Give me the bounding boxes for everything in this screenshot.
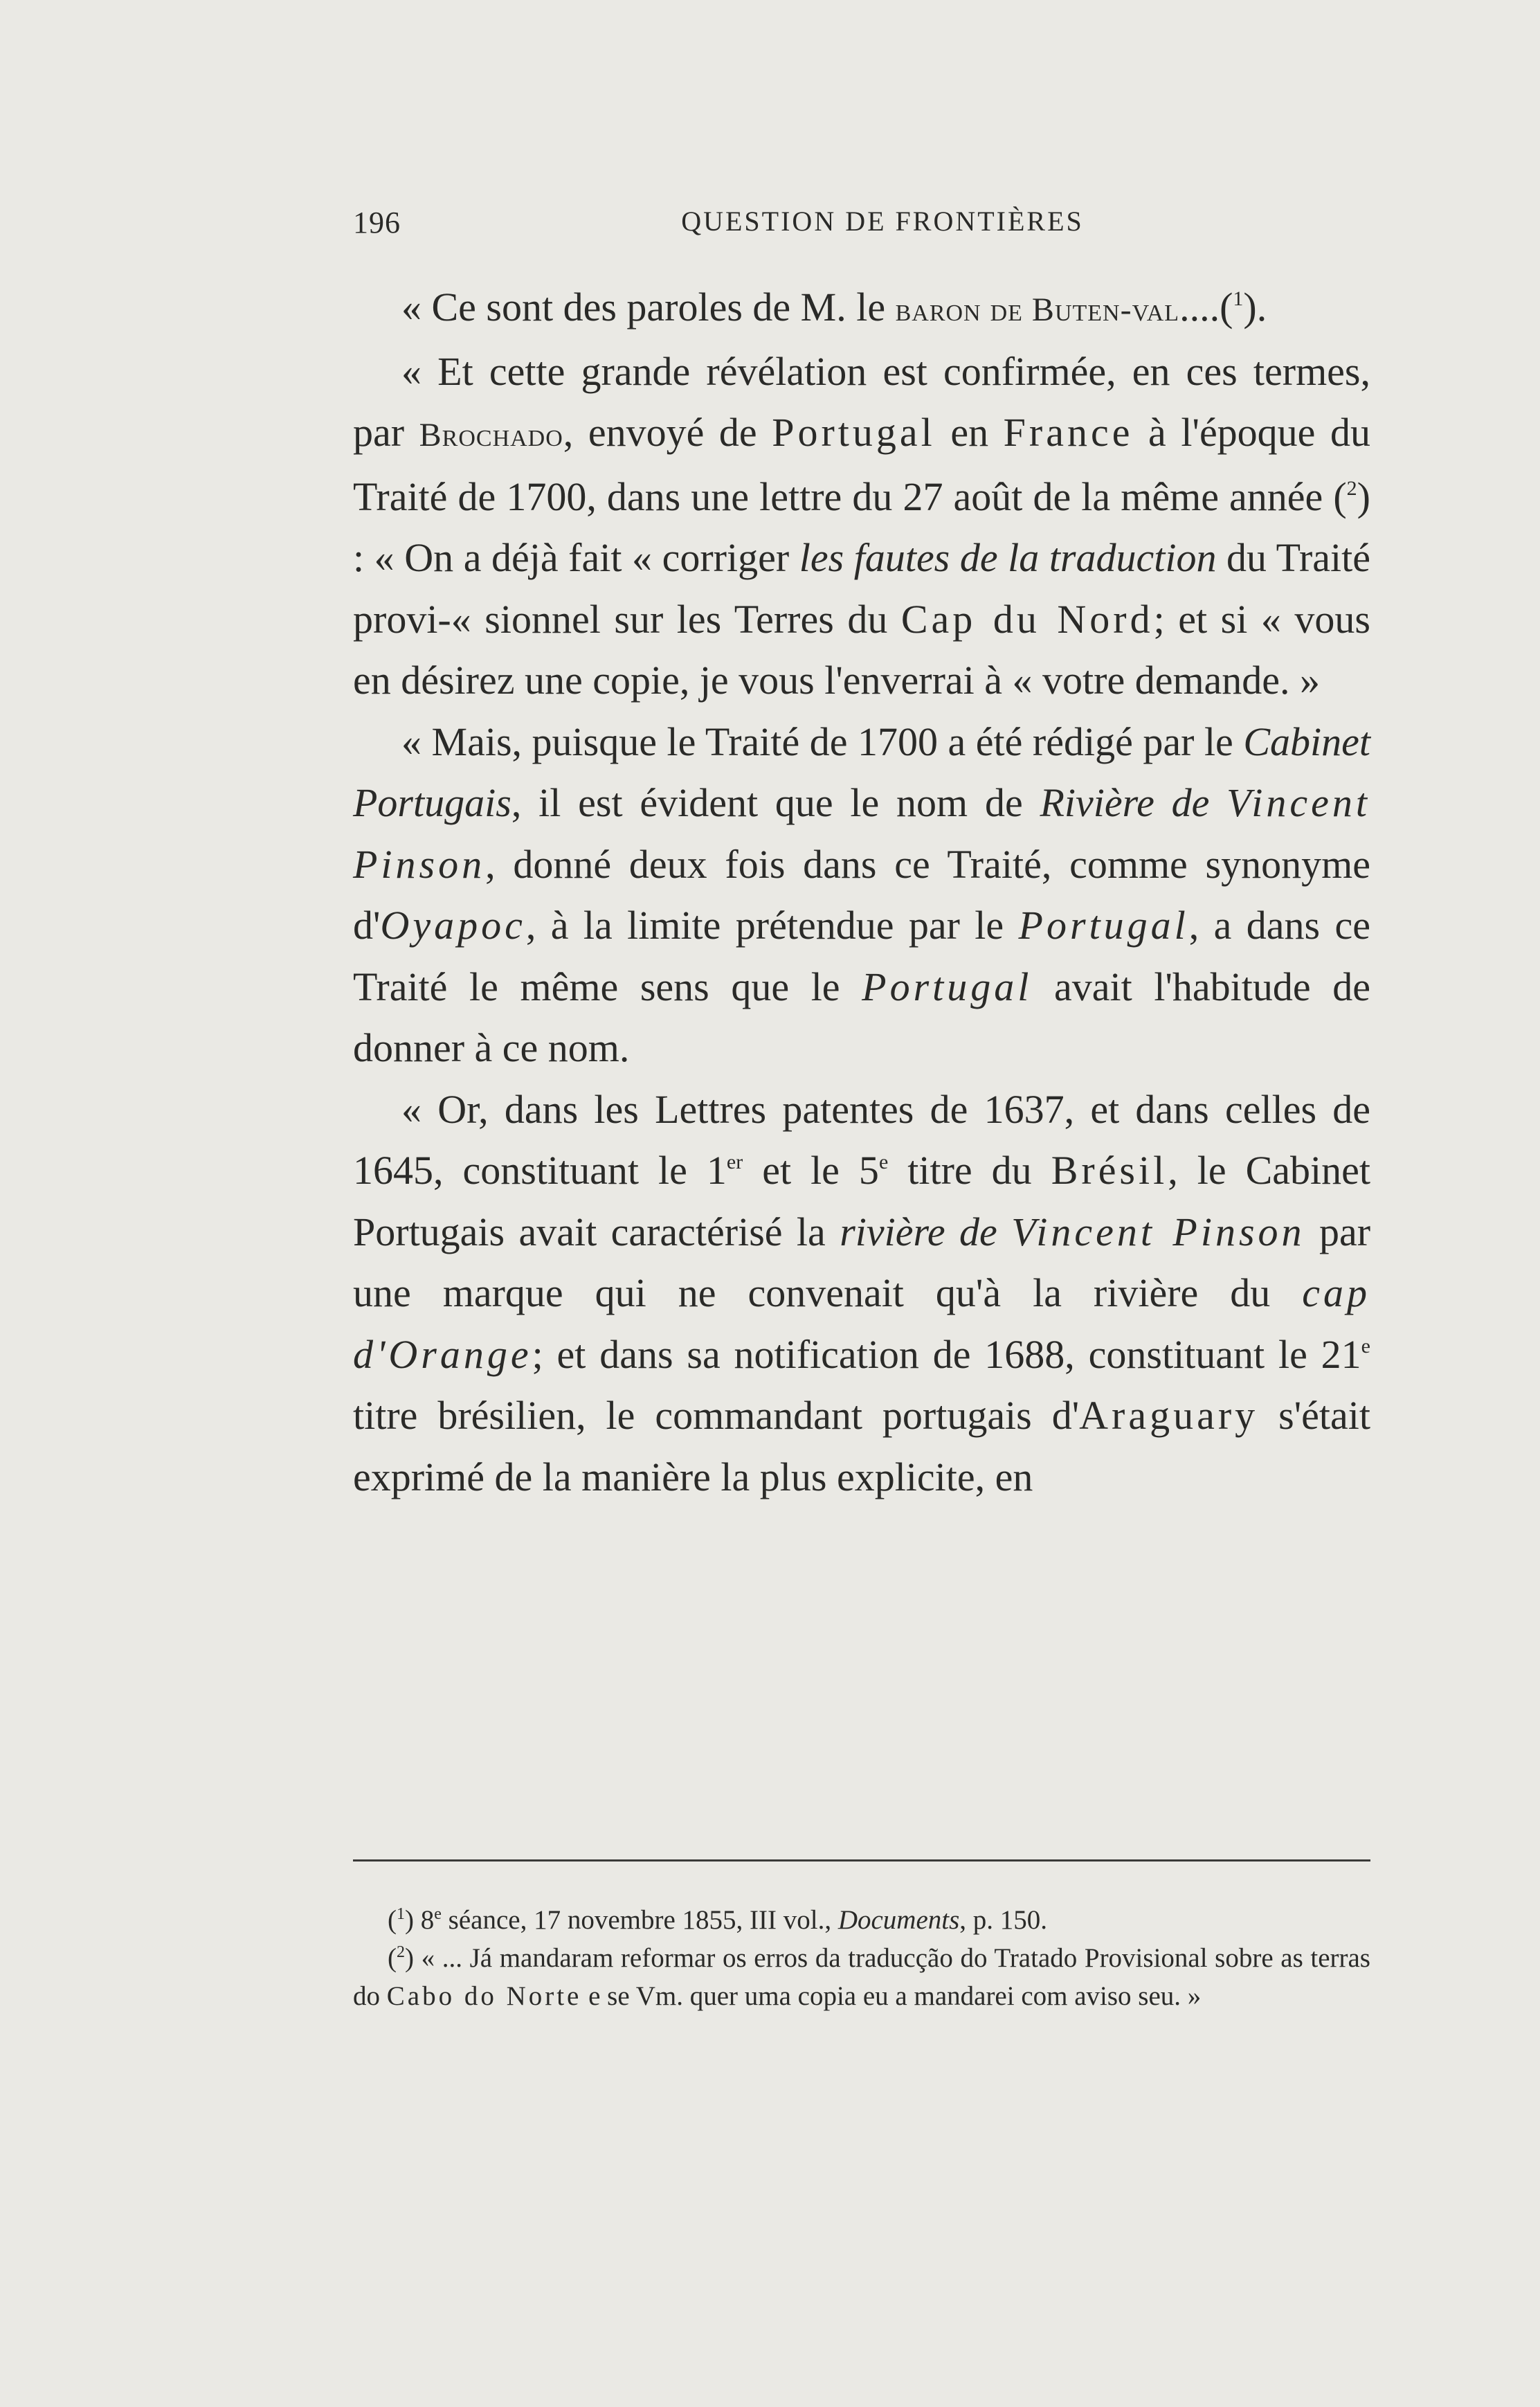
text-run: par une marque qui ne convenait qu'à la rivière du (353, 1209, 1371, 1315)
spaced-name: Portugal (772, 410, 936, 455)
body-text (353, 277, 1370, 1508)
text-run: en (935, 410, 1004, 455)
text-run: , p. 150. (959, 1905, 1048, 1935)
text-run: , envoyé de (563, 410, 772, 455)
text-run: ( (388, 1943, 397, 1973)
italic-spaced-name: cap d'Orange (353, 1270, 1370, 1377)
spaced-name: Araguary (1079, 1393, 1259, 1438)
superscript: e (878, 1151, 889, 1173)
footnote-ref: 1 (1233, 287, 1244, 310)
paragraph-3 (353, 712, 1370, 1079)
small-caps-name: Brochado (419, 417, 563, 453)
text-run: , il est évident que le nom de (511, 780, 1040, 825)
text-run: « Et cette grande révélation est confirmée, en ces termes, par (353, 348, 1370, 455)
italic-spaced-name: Vincent Pinson (353, 780, 1370, 887)
superscript: er (726, 1151, 743, 1173)
italic-phrase: Documents (837, 1905, 960, 1935)
footnote-1 (353, 1901, 1370, 1939)
text-run: « Or, dans les Lettres patentes de 1637, et dans celles de 1645, constituant le 1 (353, 1086, 1370, 1193)
text-run: « Ce sont des paroles de M. le (401, 285, 896, 330)
footnote-separator (353, 1859, 1370, 1861)
paragraph-1 (353, 277, 1370, 341)
text-run: du Traité provi-« sionnel sur les Terres du (353, 535, 1370, 642)
footnote-mark: 1 (397, 1905, 405, 1923)
footnote-2 (353, 1939, 1370, 2015)
paragraph-2 (353, 341, 1370, 712)
spaced-name: Cabo do Norte (386, 1981, 582, 2011)
text-run: , a dans ce Traité le même sens que le (353, 903, 1370, 1009)
text-run: , à la limite prétendue par le (525, 903, 1019, 948)
footnotes (353, 1901, 1370, 2015)
italic-spaced-name: Portugal (1018, 903, 1189, 948)
page-header (353, 205, 1370, 246)
text-run: ) : « On a déjà fait « corriger (353, 474, 1370, 580)
text-run: avait l'habitude de donner à ce nom. (353, 964, 1370, 1070)
superscript: e (1361, 1334, 1370, 1358)
text-run: , le Cabinet Portugais avait caractérisé la (353, 1148, 1371, 1254)
italic-phrase: Rivière de (1040, 780, 1227, 825)
italic-spaced-name: Portugal (862, 964, 1033, 1009)
text-run: ; et si « vous en désirez une copie, je vous l'enverrai à « votre demande. » (353, 596, 1370, 703)
italic-phrase: les fautes de la traduction (799, 535, 1217, 580)
text-run: titre du (888, 1148, 1051, 1193)
italic-spaced-name: Oyapoc (380, 903, 526, 948)
page-number: 196 (353, 206, 401, 240)
text-run: ( (388, 1905, 397, 1935)
text-run: e se Vm. quer uma copia eu a mandarei com aviso seu. » (581, 1981, 1202, 2011)
text-run: ; et dans sa notification de 1688, constituant le 21 (532, 1331, 1361, 1377)
footnote-ref: 2 (1346, 476, 1357, 500)
italic-spaced-name: Vincent Pinson (1011, 1209, 1305, 1254)
text-run: ) « ... Já mandaram reformar os erros da traducção do Tratado Provisional sobre as terras do (353, 1943, 1370, 2011)
text-run: titre brésilien, le commandant portugais d' (353, 1393, 1080, 1438)
text-run: , donné deux fois dans ce Traité, comme synonyme d' (353, 841, 1370, 948)
paragraph-4 (353, 1079, 1370, 1508)
text-run: et le 5 (743, 1148, 879, 1193)
italic-phrase: Cabinet Portugais (353, 719, 1370, 825)
text-run: s'était exprimé de la manière la plus explicite, en (353, 1393, 1370, 1499)
text-run: .... (1179, 285, 1220, 330)
spaced-name: Brésil (1051, 1148, 1168, 1193)
italic-phrase: rivière de (840, 1209, 1012, 1254)
spaced-name: France (1003, 410, 1134, 455)
superscript: e (434, 1905, 442, 1923)
running-title: QUESTION DE FRONTIÈRES (681, 206, 1084, 237)
text-run: ). (1243, 285, 1267, 330)
text-run: ( (1220, 285, 1233, 330)
text-run: à l'époque du Traité de 1700, dans une lettre du 27 août de la même année ( (353, 410, 1370, 519)
text-run: « Mais, puisque le Traité de 1700 a été rédigé par le (401, 719, 1244, 764)
footnote-mark: 2 (397, 1943, 405, 1961)
small-caps-name: baron de Buten-val (895, 291, 1180, 328)
text-run: ) 8 (405, 1905, 435, 1935)
text-run: séance, 17 novembre 1855, III vol., (441, 1905, 838, 1935)
spaced-name: Cap du Nord (900, 596, 1154, 642)
